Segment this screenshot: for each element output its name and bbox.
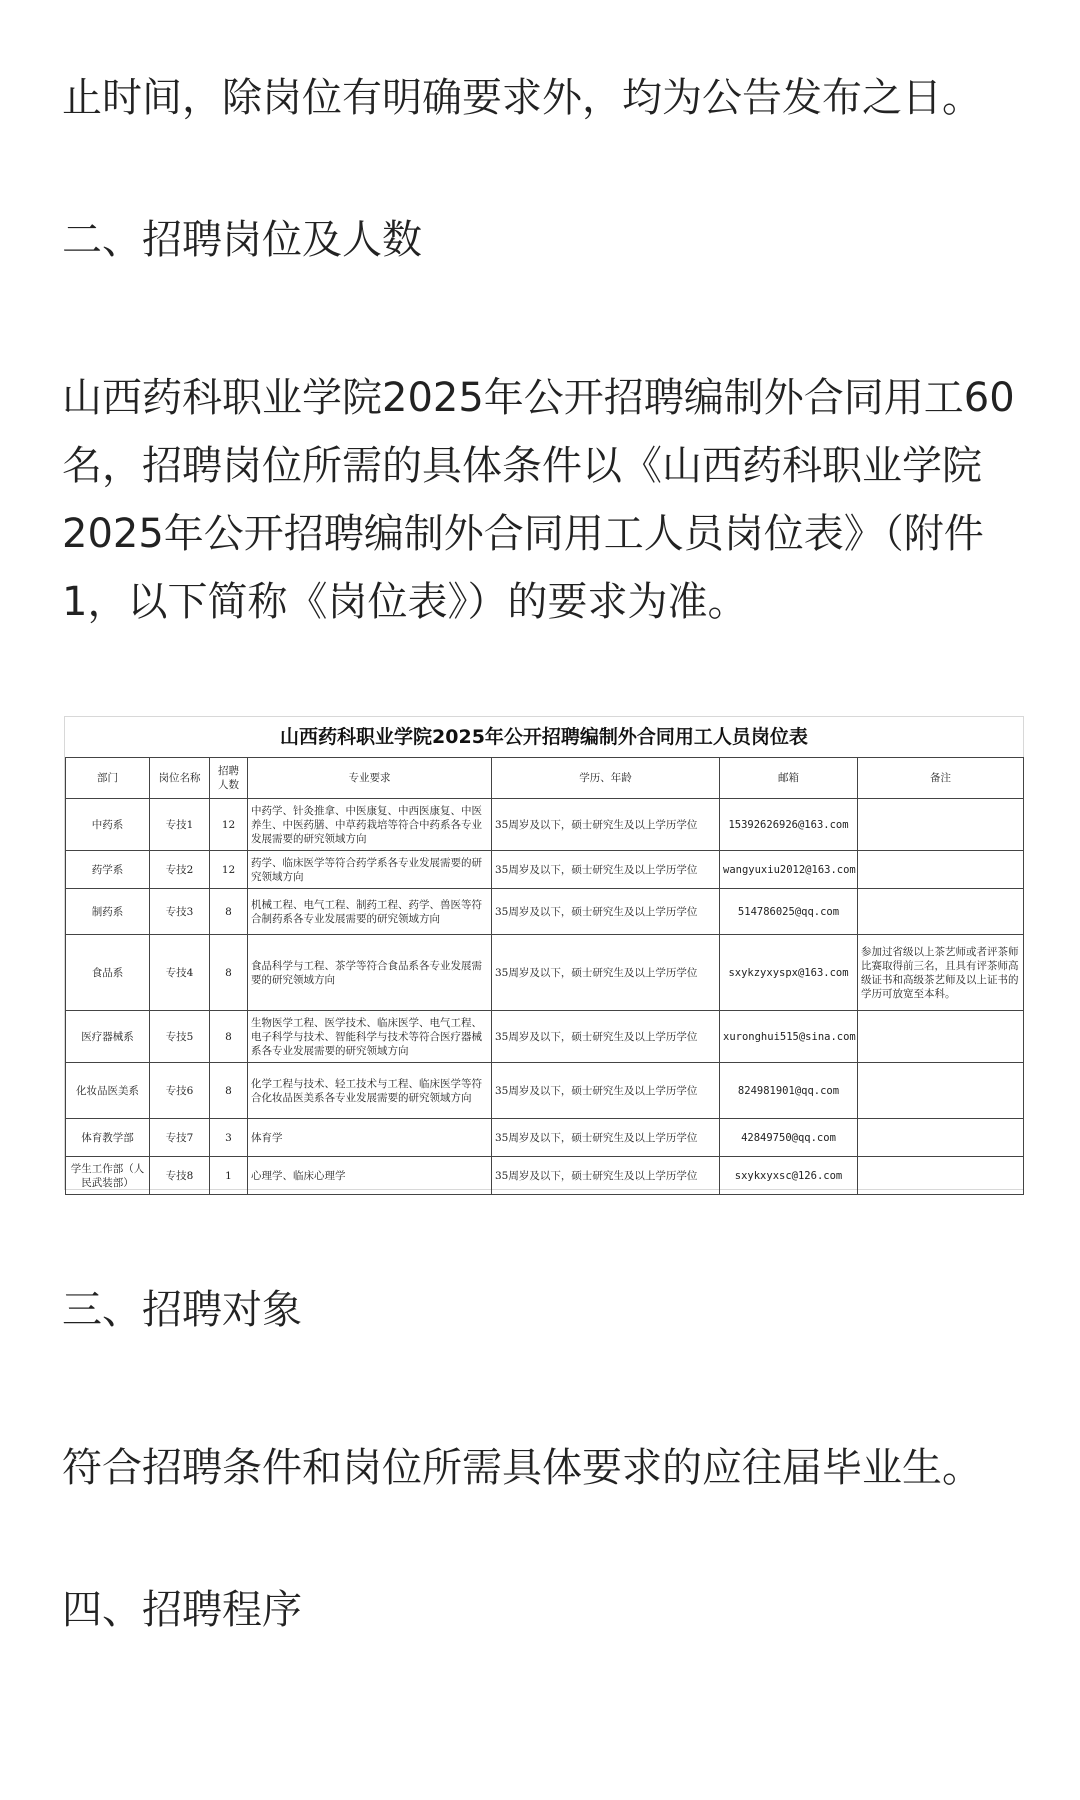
cell-post: 专技1 — [150, 799, 210, 851]
cell-email: 824981901@qq.com — [720, 1063, 858, 1119]
paragraph-positions-intro: 山西药科职业学院2025年公开招聘编制外合同用工60名，招聘岗位所需的具体条件以《山西药科职业学院2025年公开招聘编制外合同用工人员岗位表》（附件1，以下简称《岗位表》）的要求为准。 — [62, 375, 1015, 625]
section-heading-applicants: 三、招聘对象 — [62, 1287, 302, 1333]
cell-dept: 药学系 — [66, 851, 150, 889]
cell-edu: 35周岁及以下，硕士研究生及以上学历学位 — [492, 889, 720, 935]
cell-major: 机械工程、电气工程、制药工程、药学、兽医等符合制药系各专业发展需要的研究领域方向 — [248, 889, 492, 935]
cell-count: 8 — [210, 935, 248, 1011]
cell-note — [858, 1011, 1024, 1063]
cell-post: 专技5 — [150, 1011, 210, 1063]
cell-edu: 35周岁及以下，硕士研究生及以上学历学位 — [492, 1119, 720, 1157]
cell-count: 8 — [210, 1063, 248, 1119]
cell-note — [858, 1157, 1024, 1195]
table-header-row — [66, 758, 1024, 799]
cell-email: 42849750@qq.com — [720, 1119, 858, 1157]
paragraph-deadline: 止时间，除岗位有明确要求外，均为公告发布之日。 — [62, 75, 982, 121]
table-row — [66, 1157, 1024, 1195]
section-heading-procedure: 四、招聘程序 — [62, 1587, 302, 1633]
paragraph-applicants: 符合招聘条件和岗位所需具体要求的应往届毕业生。 — [62, 1445, 982, 1491]
header-dept: 部门 — [66, 758, 150, 799]
cell-edu: 35周岁及以下，硕士研究生及以上学历学位 — [492, 851, 720, 889]
cell-major: 中药学、针灸推拿、中医康复、中西医康复、中医养生、中医药膳、中草药栽培等符合中药系各专业发展需要的研究领域方向 — [248, 799, 492, 851]
cell-dept: 中药系 — [66, 799, 150, 851]
cell-email: wangyuxiu2012@163.com — [720, 851, 858, 889]
cell-edu: 35周岁及以下，硕士研究生及以上学历学位 — [492, 1063, 720, 1119]
cell-note — [858, 1063, 1024, 1119]
job-table — [65, 757, 1024, 1195]
cell-email: sxykxyxsc@126.com — [720, 1157, 858, 1195]
cell-note — [858, 799, 1024, 851]
cell-dept: 医疗器械系 — [66, 1011, 150, 1063]
cell-note: 参加过省级以上茶艺师或者评茶师比赛取得前三名，且具有评茶师高级证书和高级茶艺师及以上证书的学历可放宽至本科。 — [858, 935, 1024, 1011]
cell-count: 12 — [210, 851, 248, 889]
cell-dept: 食品系 — [66, 935, 150, 1011]
cell-count: 1 — [210, 1157, 248, 1195]
header-post: 岗位名称 — [150, 758, 210, 799]
header-edu: 学历、年龄 — [492, 758, 720, 799]
cell-major: 心理学、临床心理学 — [248, 1157, 492, 1195]
table-title: 山西药科职业学院2025年公开招聘编制外合同用工人员岗位表 — [280, 726, 808, 748]
cell-major: 生物医学工程、医学技术、临床医学、电气工程、电子科学与技术、智能科学与技术等符合医疗器械系各专业发展需要的研究领域方向 — [248, 1011, 492, 1063]
header-count: 招聘人数 — [210, 758, 248, 799]
cell-count: 3 — [210, 1119, 248, 1157]
table-row — [66, 889, 1024, 935]
cell-edu: 35周岁及以下，硕士研究生及以上学历学位 — [492, 799, 720, 851]
cell-post: 专技8 — [150, 1157, 210, 1195]
cell-post: 专技7 — [150, 1119, 210, 1157]
job-table-image — [64, 716, 1024, 1190]
cell-dept: 制药系 — [66, 889, 150, 935]
table-row — [66, 1119, 1024, 1157]
cell-major: 化学工程与技术、轻工技术与工程、临床医学等符合化妆品医美系各专业发展需要的研究领域方向 — [248, 1063, 492, 1119]
cell-email: xuronghui515@sina.com — [720, 1011, 858, 1063]
cell-email: sxykzyxyspx@163.com — [720, 935, 858, 1011]
cell-note — [858, 1119, 1024, 1157]
section-heading-positions: 二、招聘岗位及人数 — [62, 217, 422, 263]
cell-count: 8 — [210, 889, 248, 935]
cell-note — [858, 851, 1024, 889]
cell-email: 514786025@qq.com — [720, 889, 858, 935]
cell-post: 专技6 — [150, 1063, 210, 1119]
cell-post: 专技3 — [150, 889, 210, 935]
cell-post: 专技2 — [150, 851, 210, 889]
header-note: 备注 — [858, 758, 1024, 799]
cell-post: 专技4 — [150, 935, 210, 1011]
cell-edu: 35周岁及以下，硕士研究生及以上学历学位 — [492, 935, 720, 1011]
cell-edu: 35周岁及以下，硕士研究生及以上学历学位 — [492, 1011, 720, 1063]
cell-count: 8 — [210, 1011, 248, 1063]
cell-dept: 化妆品医美系 — [66, 1063, 150, 1119]
cell-count: 12 — [210, 799, 248, 851]
header-email: 邮箱 — [720, 758, 858, 799]
cell-note — [858, 889, 1024, 935]
cell-dept: 学生工作部（人民武装部） — [66, 1157, 150, 1195]
header-major: 专业要求 — [248, 758, 492, 799]
table-row — [66, 935, 1024, 1011]
cell-dept: 体育教学部 — [66, 1119, 150, 1157]
cell-edu: 35周岁及以下，硕士研究生及以上学历学位 — [492, 1157, 720, 1195]
table-row — [66, 1011, 1024, 1063]
cell-major: 食品科学与工程、茶学等符合食品系各专业发展需要的研究领域方向 — [248, 935, 492, 1011]
table-row — [66, 851, 1024, 889]
table-row — [66, 1063, 1024, 1119]
cell-email: 15392626926@163.com — [720, 799, 858, 851]
cell-major: 体育学 — [248, 1119, 492, 1157]
cell-major: 药学、临床医学等符合药学系各专业发展需要的研究领域方向 — [248, 851, 492, 889]
table-row — [66, 799, 1024, 851]
